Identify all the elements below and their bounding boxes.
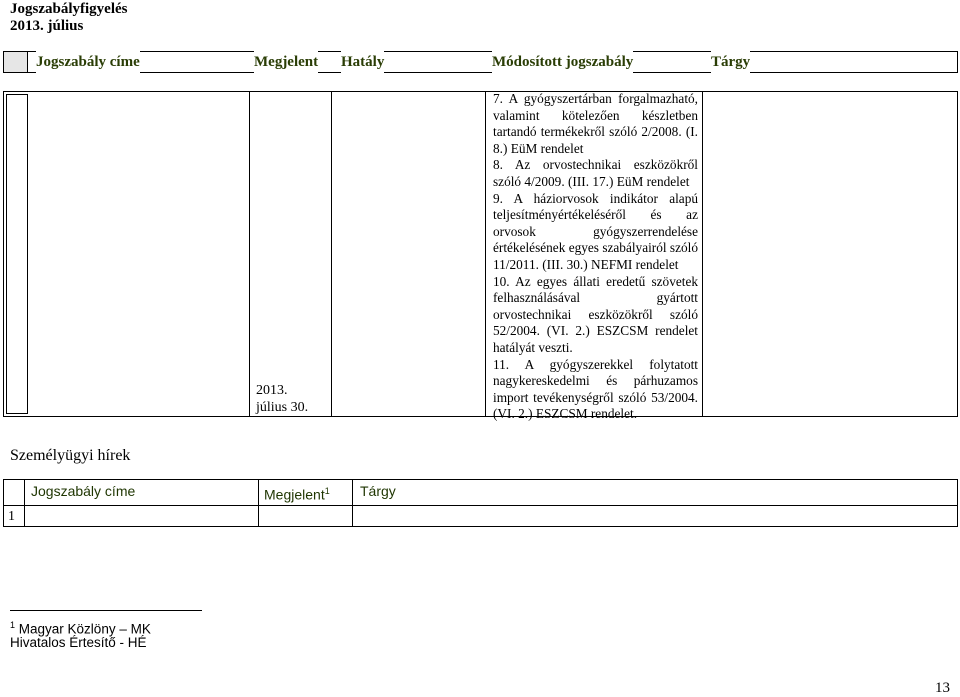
effect-date-day: július 30. [256, 400, 309, 415]
document-title: Jogszabályfigyelés [10, 1, 128, 17]
col-divider [485, 91, 486, 417]
col-divider [24, 479, 25, 527]
footnote-marker: 1 [10, 620, 16, 630]
footnote-line-1: $^1$ Magyar Közlöny – MK [10, 620, 151, 637]
page-number: 13 [935, 680, 950, 696]
amended-item: 11. A gyógyszerekkel folytatott nagykereskedelmi és párhuzamos import tevékenységről szóló 53/2004. (VI. 2.) ESZCSM rendelet. [493, 356, 698, 422]
amended-item: 9. A háziorvosok indikátor alapú teljesítményértékeléséről és az orvosok gyógyszerrendelése értékelésének egyes szabályairól szóló 11/2011. (III. 30.) NEFMI rendelet [493, 190, 698, 272]
personnel-table [3, 479, 958, 527]
p-col-header-published: Megjelent$^1$ [264, 486, 330, 503]
personnel-table-divider [3, 505, 958, 506]
p-col-header-subject: Tárgy [360, 483, 396, 499]
effect-date-year: 2013. [256, 383, 288, 398]
col-header-effect: Hatály [341, 51, 384, 73]
footnote-separator [10, 610, 202, 611]
amended-item: 10. Az egyes állati eredetű szövetek felhasználásával gyártott orvostechnikai eszközökről szóló 52/2004. (VI. 2.) ESZCSM rendelet hatályát veszti. [493, 273, 698, 355]
effect-date-cell [256, 382, 308, 416]
header-row-marker [3, 51, 28, 73]
amended-item: 7. A gyógyszertárban forgalmazható, valamint kötelezően készletben tartandó termékekről szóló 2/2008. (I. 8.) EüM rendelet [493, 91, 698, 156]
main-table-row [3, 91, 958, 417]
col-divider [258, 479, 259, 527]
col-divider [249, 91, 250, 417]
amended-regulations-cell [493, 91, 698, 423]
col-header-amended: Módosított jogszabály [492, 51, 633, 73]
document-date: 2013. július [10, 18, 84, 34]
section-title-personnel-news: Személyügyi hírek [10, 447, 131, 464]
col-divider [352, 479, 353, 527]
amended-item: 8. Az orvostechnikai eszközökről szóló 4/2009. (III. 17.) EüM rendelet [493, 157, 698, 189]
footnote-ref[interactable]: 1 [324, 486, 330, 496]
row-number: 1 [8, 509, 15, 524]
row-marker-cell [6, 94, 28, 414]
main-table-header [3, 51, 958, 73]
col-header-published: Megjelent [254, 51, 318, 73]
p-col-header-title: Jogszabály címe [31, 483, 136, 499]
col-header-subject: Tárgy [711, 51, 750, 73]
col-divider [331, 91, 332, 417]
col-header-title: Jogszabály címe [36, 51, 140, 73]
footnote-line-2: Hivatalos Értesítő - HÉ [10, 635, 147, 650]
col-divider [702, 91, 703, 417]
